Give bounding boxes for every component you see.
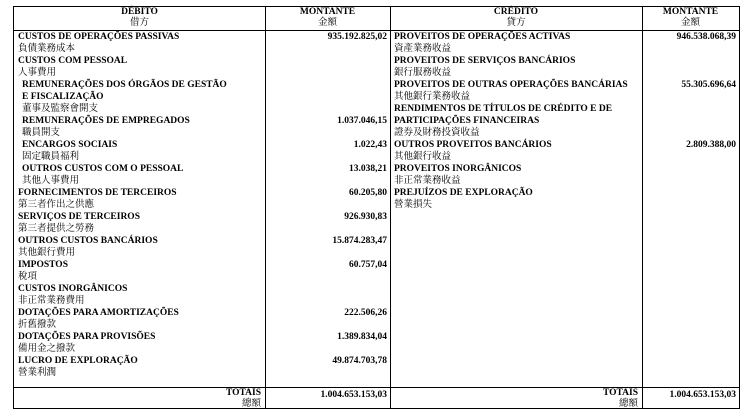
credit-row-label-zh: 資產業務收益	[394, 44, 452, 54]
debit-totals-label: TOTAIS	[225, 388, 261, 398]
debit-amount: 935.192.825,02	[327, 32, 387, 42]
credit-amount: 2.809.388,00	[686, 140, 736, 150]
debit-amount: 1.037.046,15	[337, 116, 387, 126]
credit-row-label: PROVEITOS DE SERVIÇOS BANCÁRIOS	[394, 56, 576, 66]
credit-montante-header: MONTANTE	[662, 7, 719, 17]
credit-row-label-zh: 其他銀行收益	[394, 152, 452, 162]
credit-amount: 946.538.068,39	[676, 32, 736, 42]
debit-header: DÉBITO	[121, 7, 158, 17]
debit-row-label-zh: 非正常業務費用	[18, 296, 85, 306]
debit-row-label: CUSTOS INORGÂNICOS	[18, 284, 128, 294]
debit-montante-header-zh: 金額	[317, 18, 337, 28]
debit-row-label-zh: 其他銀行費用	[18, 248, 76, 258]
debit-row-label: IMPOSTOS	[18, 260, 68, 270]
debit-row-label-zh: 折舊撥款	[18, 320, 57, 330]
debit-row-label: OUTROS CUSTOS COM O PESSOAL	[22, 164, 184, 174]
credit-row-label: PROVEITOS INORGÂNICOS	[394, 164, 522, 174]
debit-row-label-zh: 備用金之撥款	[18, 344, 76, 354]
credit-row-label-zh: 其他銀行業務收益	[394, 92, 471, 102]
debit-row-label: FORNECIMENTOS DE TERCEIROS	[18, 188, 177, 198]
debit-amount: 222.506,26	[344, 308, 387, 318]
debit-row-label: REMUNERAÇÕES DE EMPREGADOS	[22, 116, 190, 126]
debit-row-label: DOTAÇÕES PARA PROVISÕES	[18, 332, 156, 342]
credit-row-label: PROVEITOS DE OUTRAS OPERAÇÕES BANCÁRIAS	[394, 80, 628, 90]
debit-row-label-zh: 負債業務成本	[18, 44, 76, 54]
credit-totals	[390, 7, 642, 408]
debit-montante-header: MONTANTE	[299, 7, 356, 17]
credit-row-label: PREJUÍZOS DE EXPLORAÇÃO	[394, 188, 533, 198]
debit-totals	[14, 7, 265, 408]
debit-header-zh: 借方	[129, 18, 149, 28]
credit-totals-label: TOTAIS	[602, 388, 638, 398]
debit-row-label-zh: 人事費用	[18, 68, 57, 78]
credit-row-label: OUTROS PROVEITOS BANCÁRIOS	[394, 140, 552, 150]
debit-amount: 13.038,21	[349, 164, 387, 174]
debit-amount: 926.930,83	[344, 212, 387, 222]
debit-row-label-zh: 稅項	[18, 272, 38, 282]
credit-row-label: RENDIMENTOS DE TÍTULOS DE CRÉDITO E DE	[394, 104, 613, 114]
credit-amount: 55.305.696,64	[681, 80, 736, 90]
income-statement-table	[13, 6, 740, 409]
credit-row-label: PROVEITOS DE OPERAÇÕES ACTIVAS	[394, 32, 571, 42]
debit-row-label-cont: E FISCALIZAÇÃO	[22, 92, 104, 102]
debit-row-label-zh: 第三者作出之供應	[18, 200, 95, 210]
credit-header-zh: 貸方	[506, 18, 526, 28]
credit-totals-label-zh: 總額	[618, 399, 638, 409]
credit-row-label-cont: PARTICIPAÇÕES FINANCEIRAS	[394, 116, 540, 126]
debit-amount: 15.874.283,47	[332, 236, 387, 246]
credit-row-label-zh: 銀行服務收益	[394, 68, 452, 78]
debit-row-label-zh: 營業利潤	[18, 368, 57, 378]
debit-row-label-zh: 固定職員福利	[22, 152, 80, 162]
credit-amounts	[642, 7, 739, 408]
debit-amount: 49.874.703,78	[332, 356, 387, 366]
credit-header: CRÉDITO	[493, 7, 539, 17]
debit-row-label: CUSTOS DE OPERAÇÕES PASSIVAS	[18, 32, 180, 42]
debit-row-label: CUSTOS COM PESSOAL	[18, 56, 128, 66]
debit-row-label: ENCARGOS SOCIAIS	[22, 140, 118, 150]
debit-row-label: LUCRO DE EXPLORAÇÃO	[18, 356, 138, 366]
credit-row-label-zh: 證券及財務投資收益	[394, 128, 480, 138]
debit-row-label-zh: 其他人事費用	[22, 176, 80, 186]
debit-amounts	[265, 7, 390, 408]
debit-amount: 1.389.834,04	[337, 332, 387, 342]
debit-totals-label-zh: 總額	[241, 399, 261, 409]
debit-row-label-zh: 第三者提供之勞務	[18, 224, 95, 234]
credit-row-label-zh: 營業損失	[394, 200, 433, 210]
debit-row-label: OUTROS CUSTOS BANCÁRIOS	[18, 236, 158, 246]
credit-total-amount: 1.004.653.153,03	[669, 390, 736, 400]
debit-row-label-zh: 董事及監察會開支	[22, 104, 99, 114]
debit-amount: 1.022,43	[353, 140, 387, 150]
credit-montante-header-zh: 金額	[680, 18, 700, 28]
debit-row-label: SERVIÇOS DE TERCEIROS	[18, 212, 140, 222]
debit-row-label: REMUNERAÇÕES DOS ÓRGÃOS DE GESTÃO	[22, 80, 227, 90]
debit-amount: 60.205,80	[349, 188, 387, 198]
credit-row-label-zh: 非正常業務收益	[394, 176, 461, 186]
debit-total-amount: 1.004.653.153,03	[320, 390, 387, 400]
debit-row-label: DOTAÇÕES PARA AMORTIZAÇÕES	[18, 308, 179, 318]
debit-amount: 60.757,04	[349, 260, 387, 270]
debit-row-label-zh: 職員開支	[22, 128, 61, 138]
